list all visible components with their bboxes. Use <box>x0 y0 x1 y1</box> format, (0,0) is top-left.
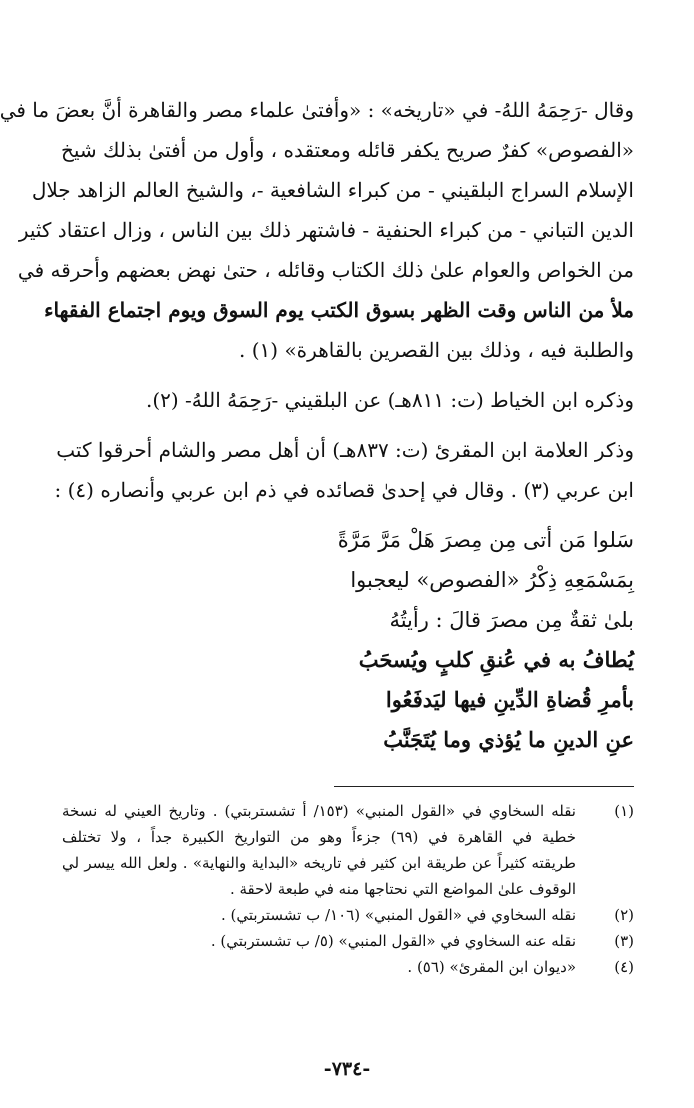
footnote-3 <box>62 928 634 954</box>
text-line: وذكره ابن الخياط (ت: ٨١١هـ) عن البلقيني -رَحِمَهُ اللهُ- (٢). <box>145 388 634 412</box>
footnote-line: نقله السخاوي في «القول المنبي» (١٠٦/ ب تشستربتي) . <box>220 906 576 924</box>
footnote-line: نقله عنه السخاوي في «القول المنبي» (٥/ ب تشستربتي) . <box>210 932 576 950</box>
footnote-number: (٢) <box>614 906 634 924</box>
footnote-1 <box>62 798 634 902</box>
poem <box>62 520 634 760</box>
footnote-text <box>62 928 576 954</box>
footnote-number: (٤) <box>614 958 634 976</box>
footnote-text <box>62 798 576 902</box>
footnote-line: خطية في القاهرة في (٦٩) جزءاً وهو من التواريخ الكبيرة جداً ، ولا تختلف <box>62 828 576 846</box>
text-line: وقال -رَحِمَهُ اللهُ- في «تاريخه» : «وأفتىٰ علماء مصر والقاهرة أنَّ بعضَ ما في <box>0 98 634 122</box>
paragraph-ibn-khayyat <box>62 380 634 420</box>
poem-verse: بلىٰ ثقةٌ مِن مصرَ قالَ : رأيتُهُ <box>389 608 634 632</box>
footnote-2 <box>62 902 634 928</box>
footnote-line: الوقوف علىٰ المواضع التي نحتاجها منه في طبعة لاحقة . <box>229 880 576 898</box>
footnote-line: نقله السخاوي في «القول المنبي» (١٥٣/ أ تشستربتي) . وتاريخ العيني له نسخة <box>62 802 576 820</box>
poem-verse: عنِ الدينِ ما يُؤذي وما يُتَجَنَّبُ <box>383 727 634 752</box>
footnote-4 <box>62 954 634 980</box>
text-line: الدين التباني - من كبراء الحنفية - فاشتهر ذلك بين الناس ، وزال اعتقاد كثير <box>18 218 634 242</box>
footnotes <box>62 798 634 980</box>
text-line-bold: ملأ من الناس وقت الظهر بسوق الكتب يوم السوق ويوم اجتماع الفقهاء <box>44 298 634 322</box>
poem-verse: سَلوا مَن أتى مِن مِصرَ هَلْ مَرَّ مَرَّةً <box>337 528 634 552</box>
footnote-line: طريقته كثيراً عن طريقة ابن كثير في تاريخه «البداية والنهاية» . ولعل الله ييسر لي <box>62 854 576 872</box>
main-text <box>0 90 634 760</box>
text-line-last: والطلبة فيه ، وذلك بين القصرين بالقاهرة» (١) . <box>239 338 634 362</box>
footnote-text <box>62 902 576 928</box>
footnote-line: «ديوان ابن المقرئ» (٥٦) . <box>407 958 576 976</box>
text-line: وذكر العلامة ابن المقرئ (ت: ٨٣٧هـ) أن أهل مصر والشام أحرقوا كتب <box>56 438 634 462</box>
text-line: الإسلام السراج البلقيني - من كبراء الشافعية -، والشيخ العالم الزاهد جلال <box>31 178 634 202</box>
poem-verse: بِمَسْمَعِهِ ذِكْرُ «الفصوص» ليعجبوا <box>350 568 634 592</box>
footnote-separator <box>334 786 634 787</box>
paragraph-quote-tarikh <box>0 90 634 370</box>
poem-verse: يُطافُ به في عُنقِ كلبٍ ويُسحَبُ <box>358 647 634 672</box>
page-number: -٧٣٤- <box>323 1058 371 1080</box>
paragraph-ibn-muqri <box>54 430 634 510</box>
text-line: من الخواص والعوام علىٰ ذلك الكتاب وقائله ، حتىٰ نهض بعضهم وأحرقه في <box>17 258 634 282</box>
poem-verse: بأمرِ قُضاةِ الدِّينِ فيها ليَدفَعُوا <box>385 687 634 712</box>
footnote-number: (٣) <box>614 932 634 950</box>
text-line: «الفصوص» كفرٌ صريح يكفر قائله ومعتقده ، وأول من أفتىٰ بذلك شيخ <box>60 138 634 162</box>
footnote-text <box>62 954 576 980</box>
footnote-number: (١) <box>614 802 634 820</box>
text-line-last: ابن عربي (٣) . وقال في إحدىٰ قصائده في ذم ابن عربي وأنصاره (٤) : <box>54 478 634 502</box>
